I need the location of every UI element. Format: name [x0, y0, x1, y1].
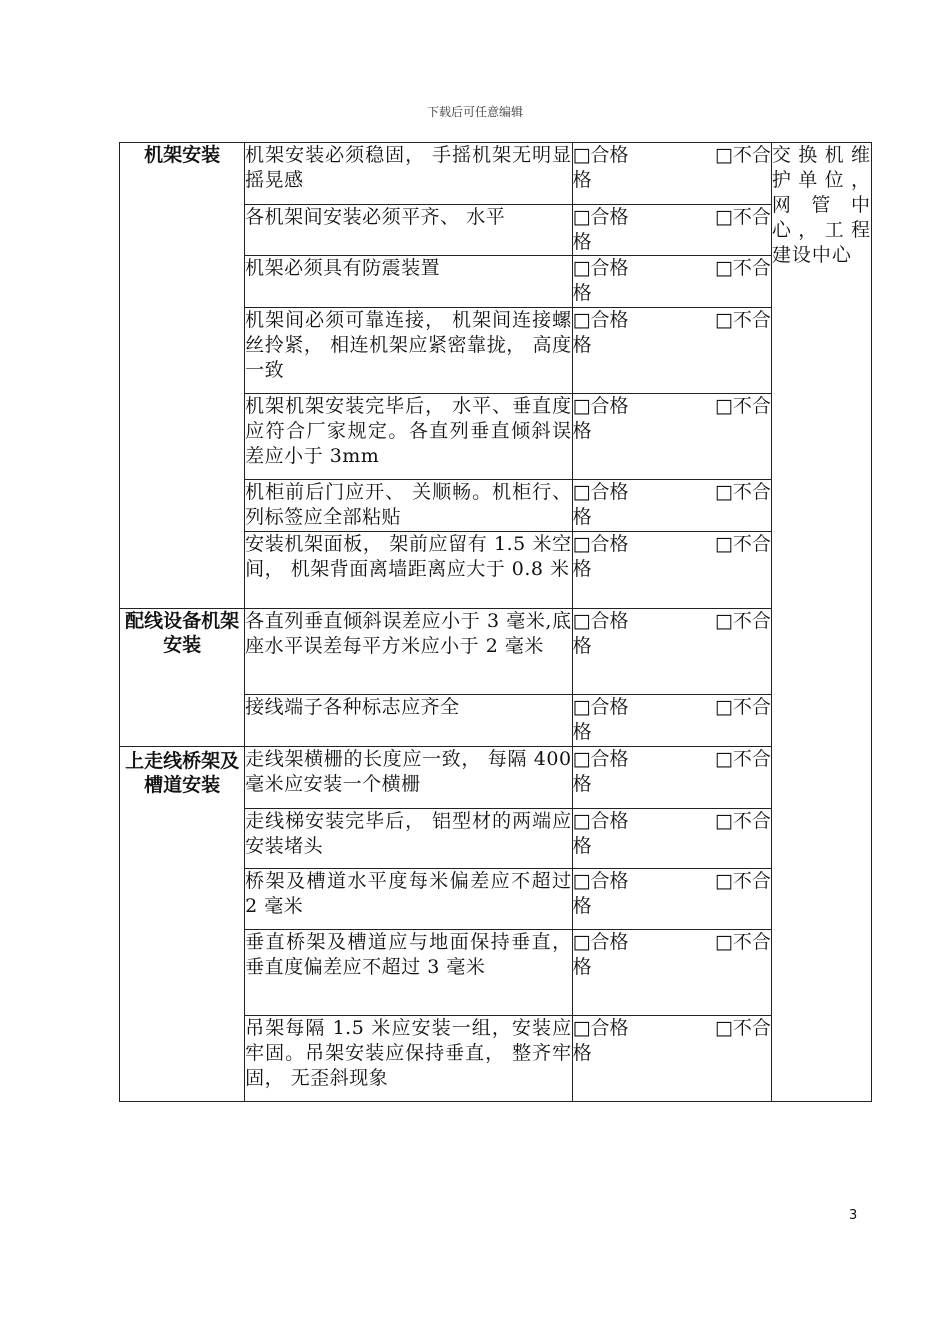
requirement-cell: 垂直桥架及槽道应与地面保持垂直， 垂直度偏差应不超过 3 毫米 [245, 930, 572, 1016]
page-number: 3 [849, 1208, 858, 1223]
table-row [120, 143, 872, 205]
fail-label-continuation: 格 [572, 169, 592, 191]
fail-label-continuation: 格 [572, 231, 592, 253]
fail-checkbox-option[interactable]: □不合 [714, 810, 771, 832]
fail-checkbox-option[interactable]: □不合 [714, 931, 771, 953]
result-cell [572, 256, 771, 308]
result-cell [572, 394, 771, 480]
requirement-cell: 接线端子各种标志应齐全 [245, 695, 572, 747]
fail-label-continuation: 格 [572, 1042, 592, 1064]
result-cell [572, 205, 771, 256]
requirement-cell: 各直列垂直倾斜误差应小于 3 毫米,底座水平误差每平方米应小于 2 毫米 [245, 609, 572, 695]
requirement-cell: 机架必须具有防震装置 [245, 256, 572, 308]
requirement-cell: 走线梯安装完毕后， 铝型材的两端应安装堵头 [245, 809, 572, 869]
pass-checkbox-option[interactable]: □合格 [572, 931, 629, 953]
requirement-cell: 桥架及槽道水平度每米偏差应不超过 2 毫米 [245, 869, 572, 930]
fail-label-continuation: 格 [572, 558, 592, 580]
fail-checkbox-option[interactable]: □不合 [714, 257, 771, 279]
pass-checkbox-option[interactable]: □合格 [572, 206, 629, 228]
requirement-cell: 走线架横栅的长度应一致， 每隔 400 毫米应安装一个横栅 [245, 747, 572, 809]
fail-checkbox-option[interactable]: □不合 [714, 870, 771, 892]
pass-checkbox-option[interactable]: □合格 [572, 610, 629, 632]
result-cell [572, 480, 771, 532]
fail-label-continuation: 格 [572, 956, 592, 978]
requirement-cell: 机架安装必须稳固， 手摇机架无明显摇晃感 [245, 143, 572, 205]
fail-checkbox-option[interactable]: □不合 [714, 533, 771, 555]
fail-checkbox-option[interactable]: □不合 [714, 748, 771, 770]
pass-checkbox-option[interactable]: □合格 [572, 748, 629, 770]
table-row [120, 747, 872, 809]
fail-label-continuation: 格 [572, 282, 592, 304]
requirement-cell: 机架间必须可靠连接， 机架间连接螺丝拎紧， 相连机架应紧密靠拢， 高度一致 [245, 308, 572, 394]
fail-label-continuation: 格 [572, 835, 592, 857]
category-cell: 上走线桥架及槽道安装 [120, 747, 245, 1102]
fail-label-continuation: 格 [572, 420, 592, 442]
result-cell [572, 869, 771, 930]
category-cell: 配线设备机架安装 [120, 609, 245, 747]
table-row [120, 609, 872, 695]
fail-label-continuation: 格 [572, 895, 592, 917]
pass-checkbox-option[interactable]: □合格 [572, 870, 629, 892]
category-cell: 机架安装 [120, 143, 245, 609]
result-cell [572, 609, 771, 695]
requirement-cell: 吊架每隔 1.5 米应安装一组，安装应牢固。吊架安装应保持垂直， 整齐牢固， 无歪斜现象 [245, 1016, 572, 1102]
result-cell [572, 308, 771, 394]
pass-checkbox-option[interactable]: □合格 [572, 533, 629, 555]
pass-checkbox-option[interactable]: □合格 [572, 696, 629, 718]
result-cell [572, 532, 771, 609]
fail-checkbox-option[interactable]: □不合 [714, 481, 771, 503]
fail-checkbox-option[interactable]: □不合 [714, 144, 771, 166]
requirement-cell: 机架机架安装完毕后， 水平、垂直度应符合厂家规定。各直列垂直倾斜误差应小于 3mm [245, 394, 572, 480]
pass-checkbox-option[interactable]: □合格 [572, 257, 629, 279]
pass-checkbox-option[interactable]: □合格 [572, 810, 629, 832]
fail-checkbox-option[interactable]: □不合 [714, 309, 771, 331]
pass-checkbox-option[interactable]: □合格 [572, 144, 629, 166]
fail-label-continuation: 格 [572, 773, 592, 795]
pass-checkbox-option[interactable]: □合格 [572, 395, 629, 417]
responsible-unit-cell: 交换机维护单位，网管中心，工程建设中心 [771, 143, 871, 1102]
fail-label-continuation: 格 [572, 635, 592, 657]
pass-checkbox-option[interactable]: □合格 [572, 309, 629, 331]
fail-checkbox-option[interactable]: □不合 [714, 610, 771, 632]
result-cell [572, 747, 771, 809]
result-cell [572, 1016, 771, 1102]
requirement-cell: 机柜前后门应开、 关顺畅。机柜行、 列标签应全部粘贴 [245, 480, 572, 532]
pass-checkbox-option[interactable]: □合格 [572, 1017, 629, 1039]
page-header-note: 下载后可任意编辑 [426, 105, 523, 119]
pass-checkbox-option[interactable]: □合格 [572, 481, 629, 503]
result-cell [572, 930, 771, 1016]
fail-label-continuation: 格 [572, 334, 592, 356]
fail-checkbox-option[interactable]: □不合 [714, 1017, 771, 1039]
result-cell [572, 143, 771, 205]
result-cell [572, 695, 771, 747]
requirement-cell: 各机架间安装必须平齐、 水平 [245, 205, 572, 256]
fail-label-continuation: 格 [572, 721, 592, 743]
requirement-cell: 安装机架面板， 架前应留有 1.5 米空间， 机架背面离墙距离应大于 0.8 米 [245, 532, 572, 609]
fail-checkbox-option[interactable]: □不合 [714, 395, 771, 417]
fail-label-continuation: 格 [572, 506, 592, 528]
fail-checkbox-option[interactable]: □不合 [714, 206, 771, 228]
fail-checkbox-option[interactable]: □不合 [714, 696, 771, 718]
inspection-table [119, 142, 872, 1102]
result-cell [572, 809, 771, 869]
